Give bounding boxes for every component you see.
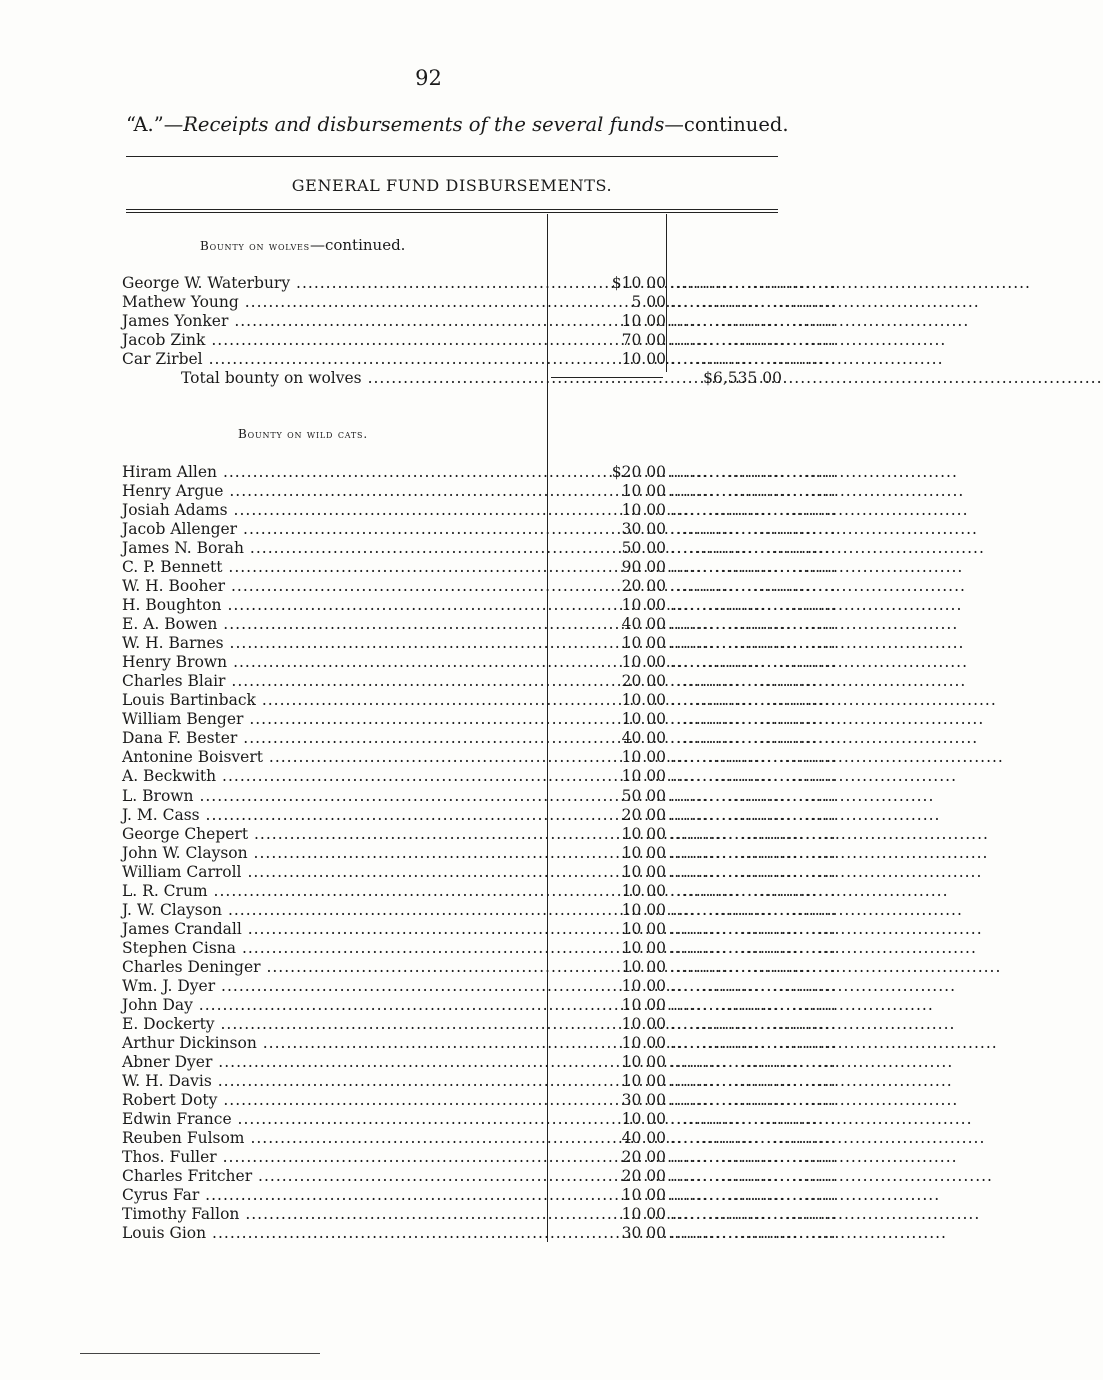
entry-name: John Day .....: [122, 996, 542, 1015]
entry-amount: 70 00: [621, 331, 666, 349]
entry-amount: 10 00: [621, 976, 666, 995]
entry-amount: 10 00: [621, 919, 666, 938]
running-head-suffix: —continued.: [664, 113, 789, 136]
entry-name: Louis Bartinback .....: [122, 691, 542, 710]
wildcat-row: [122, 1148, 838, 1167]
wildcat-row: [122, 881, 838, 901]
wildcat-row: [122, 634, 838, 653]
entry-amount: 10 00: [621, 596, 666, 615]
entry-amount: 40 00: [621, 729, 666, 748]
dot-leader: ..........................: [670, 615, 838, 634]
entry-amount: 10 00: [621, 881, 666, 900]
dot-leader: ..........................: [670, 843, 838, 862]
dot-leader: ..........................: [670, 1014, 838, 1033]
wildcat-row: [122, 501, 838, 520]
entry-name: Henry Brown .....: [122, 653, 542, 672]
entry-amount: 10 00: [621, 1014, 666, 1033]
entry-amount: 30 00: [621, 1224, 666, 1243]
entry-amount: 20 00: [621, 577, 666, 596]
dot-leader: ..........................: [670, 293, 838, 311]
wildcat-row: [122, 482, 838, 501]
dot-leader: ..........................: [670, 900, 838, 919]
entry-name: Mathew Young .....: [122, 293, 542, 312]
wildcat-row: [122, 463, 838, 482]
entry-amount: 10 00: [621, 767, 666, 786]
dot-leader: ..........................: [670, 805, 838, 824]
wildcat-row: [122, 1090, 838, 1110]
header-rule-bottom-2: [126, 209, 778, 210]
entry-amount: 10 00: [621, 634, 666, 653]
wildcat-row: [122, 615, 838, 634]
entry-name: W. H. Booher .....: [122, 577, 542, 596]
dot-leader: ..........................: [670, 653, 838, 672]
entry-name: Reuben Fulsom .....: [122, 1129, 542, 1148]
wolves-heading-text: Bounty on wolves: [200, 239, 310, 253]
entry-amount: 10 00: [621, 995, 666, 1014]
entry-amount: 5 00: [631, 293, 666, 311]
wildcat-row: [122, 691, 838, 710]
entry-name: William Carroll .....: [122, 863, 542, 882]
dot-leader: ..........................: [670, 482, 838, 501]
entry-name: Louis Gion .....: [122, 1224, 542, 1243]
entry-amount: 20 00: [621, 672, 666, 691]
entry-amount: 10 00: [621, 312, 666, 330]
wildcat-row: [122, 1071, 838, 1091]
wolves-total-value: $6,535 00: [703, 369, 782, 387]
section-title: GENERAL FUND DISBURSEMENTS.: [291, 176, 613, 195]
wildcat-row: [122, 1110, 838, 1129]
dot-leader: ..........................: [670, 1186, 838, 1205]
wildcat-row: [122, 1033, 838, 1053]
entry-amount: 10 00: [621, 350, 666, 368]
dot-leader: ..........................: [670, 1052, 838, 1071]
entry-amount: 10 00: [621, 501, 666, 520]
wolves-row: [122, 331, 838, 350]
wildcat-row: [122, 1052, 838, 1072]
dot-leader: ..........................: [670, 938, 838, 957]
wolves-row: [122, 350, 838, 369]
entry-amount: 10 00: [621, 691, 666, 710]
wildcat-row: [122, 748, 838, 767]
dot-leader: ..........................: [670, 520, 838, 539]
dot-leader: ..........................: [670, 463, 838, 481]
header-rule-top: [126, 156, 778, 157]
entry-amount: 10 00: [621, 824, 666, 843]
dot-leader: ..........................: [670, 672, 838, 691]
entry-name: W. H. Barnes .....: [122, 634, 542, 653]
wolves-row: [122, 312, 838, 331]
wildcat-row: [122, 976, 838, 996]
entry-name: Josiah Adams .....: [122, 501, 542, 520]
wildcat-row: [122, 1224, 838, 1243]
wildcats-heading-text: Bounty on wild cats.: [238, 427, 368, 441]
dot-leader: ..........................: [670, 1110, 838, 1129]
dot-leader: ..........................: [670, 1090, 838, 1109]
entry-name: J. W. Clayson .....: [122, 901, 542, 920]
entry-name: Arthur Dickinson .....: [122, 1034, 542, 1053]
dot-leader: ..........................: [670, 596, 838, 615]
wildcat-row: [122, 1129, 838, 1148]
dot-leader: ..........................: [670, 331, 838, 349]
entry-amount: 50 00: [621, 539, 666, 558]
entry-name: Timothy Fallon .....: [122, 1205, 542, 1224]
entry-amount: 40 00: [621, 1129, 666, 1148]
entry-name: James Yonker .....: [122, 312, 542, 331]
entry-amount: 10 00: [621, 1110, 666, 1129]
wildcat-row: [122, 786, 838, 806]
wolves-total-row: [122, 369, 784, 388]
dot-leader: ..........................: [670, 691, 838, 710]
dot-leader: ..........................: [670, 634, 838, 653]
entry-name: C. P. Bennett .....: [122, 558, 542, 577]
entry-name: H. Boughton .....: [122, 596, 542, 615]
entry-name: Antonine Boisvert .....: [122, 748, 542, 767]
wildcat-row: [122, 1167, 838, 1186]
dot-leader: ..........................: [670, 312, 838, 330]
wildcat-row: [122, 824, 838, 844]
footer-rule: [80, 1353, 320, 1354]
entry-name: A. Beckwith .....: [122, 767, 542, 786]
wolves-total-label: Total bounty on wolves .....: [181, 369, 542, 388]
entry-amount: 20 00: [621, 1148, 666, 1167]
dot-leader: ..........................: [670, 539, 838, 558]
entry-name: James N. Borah .....: [122, 539, 542, 558]
entry-name: Henry Argue .....: [122, 482, 542, 501]
entry-name: Hiram Allen .....: [122, 463, 542, 482]
wildcat-row: [122, 767, 838, 786]
entry-amount: 10 00: [621, 1186, 666, 1205]
entry-name: George W. Waterbury .....: [122, 274, 542, 293]
entry-amount: 10 00: [621, 843, 666, 862]
entry-amount: 20 00: [621, 805, 666, 824]
wildcat-row: [122, 577, 838, 596]
entry-amount: 10 00: [621, 748, 666, 767]
entry-amount: 10 00: [621, 653, 666, 672]
dot-leader: ..........................: [670, 881, 838, 900]
dot-leader: ..........................: [670, 995, 838, 1014]
dot-leader: ..........................: [670, 710, 838, 729]
wildcat-row: [122, 919, 838, 939]
wolves-heading-suffix: —continued.: [309, 236, 406, 254]
entry-amount: 10 00: [621, 900, 666, 919]
entry-name: J. M. Cass .....: [122, 806, 542, 825]
entry-name: John W. Clayson .....: [122, 844, 542, 863]
dot-leader: ..........................: [670, 1224, 838, 1243]
wildcat-row: [122, 862, 838, 882]
running-head: [126, 113, 789, 136]
wolves-row: [122, 293, 838, 312]
dot-leader: ..........................: [670, 957, 838, 976]
page-number: 92: [415, 66, 442, 90]
entry-name: Robert Doty .....: [122, 1091, 542, 1110]
entry-name: Charles Deninger .....: [122, 958, 542, 977]
wildcat-row: [122, 938, 838, 958]
entry-amount: 10 00: [621, 482, 666, 501]
wildcat-row: [122, 558, 838, 577]
entry-name: Wm. J. Dyer .....: [122, 977, 542, 996]
wildcat-row: [122, 995, 838, 1015]
dot-leader: ..........................: [670, 558, 838, 577]
dot-leader: ..........................: [670, 748, 838, 767]
entry-amount: 10 00: [621, 1052, 666, 1071]
dot-leader: ..........................: [670, 350, 838, 368]
wildcat-row: [122, 672, 838, 691]
running-head-prefix: “A.”—: [126, 113, 184, 136]
entry-amount: 10 00: [621, 1033, 666, 1052]
dot-leader: ..........................: [670, 1205, 838, 1224]
entry-name: E. A. Bowen .....: [122, 615, 542, 634]
dot-leader: ..........................: [670, 919, 838, 938]
entry-name: Dana F. Bester .....: [122, 729, 542, 748]
dot-leader: ..........................: [670, 862, 838, 881]
entry-amount: 30 00: [621, 1090, 666, 1109]
wildcat-row: [122, 520, 838, 539]
dot-leader: ..........................: [670, 274, 838, 292]
entry-name: James Crandall .....: [122, 920, 542, 939]
dot-leader: ..........................: [670, 1071, 838, 1090]
entry-name: Charles Blair .....: [122, 672, 542, 691]
dot-leader: ..........................: [670, 729, 838, 748]
entry-amount: 10 00: [621, 938, 666, 957]
dot-leader: ..........................: [670, 577, 838, 596]
entry-name: E. Dockerty .....: [122, 1015, 542, 1034]
wildcat-row: [122, 1205, 838, 1224]
entry-amount: 10 00: [621, 710, 666, 729]
entry-amount: $10 00: [611, 274, 666, 292]
dot-leader: ..........................: [670, 976, 838, 995]
entry-amount: 50 00: [621, 786, 666, 805]
wildcat-row: [122, 653, 838, 672]
dot-leader: ..........................: [670, 786, 838, 805]
entry-name: Car Zirbel .....: [122, 350, 542, 369]
header-rule-bottom: [126, 212, 778, 213]
entry-name: William Benger .....: [122, 710, 542, 729]
dot-leader: ..........................: [670, 1033, 838, 1052]
entry-amount: 40 00: [621, 615, 666, 634]
entry-name: Edwin France .....: [122, 1110, 542, 1129]
wildcat-row: [122, 596, 838, 615]
wildcat-row: [122, 710, 838, 729]
entry-amount: 10 00: [621, 1205, 666, 1224]
entry-name: Jacob Allenger .....: [122, 520, 542, 539]
entry-name: Thos. Fuller .....: [122, 1148, 542, 1167]
dot-leader: ..........................: [670, 1167, 838, 1186]
entry-amount: 10 00: [621, 862, 666, 881]
entry-name: Jacob Zink .....: [122, 331, 542, 350]
entry-amount: 10 00: [621, 957, 666, 976]
entry-name: Stephen Cisna .....: [122, 939, 542, 958]
entry-name: Charles Fritcher .....: [122, 1167, 542, 1186]
wildcat-row: [122, 539, 838, 558]
dot-leader: ..........................: [670, 1148, 838, 1167]
dot-leader: ..........................: [670, 767, 838, 786]
wildcat-row: [122, 1014, 838, 1034]
wolves-row: [122, 274, 838, 293]
wildcats-heading: [238, 427, 368, 441]
wildcat-row: [122, 843, 838, 863]
wildcat-row: [122, 1186, 838, 1205]
entry-amount: 90 00: [621, 558, 666, 577]
entry-name: W. H. Davis .....: [122, 1072, 542, 1091]
wildcat-row: [122, 900, 838, 920]
dot-leader: ..........................: [670, 824, 838, 843]
wildcat-row: [122, 729, 838, 748]
dot-leader: ..........................: [670, 501, 838, 520]
wildcat-row: [122, 805, 838, 825]
entry-name: Abner Dyer .....: [122, 1053, 542, 1072]
entry-name: Cyrus Far .....: [122, 1186, 542, 1205]
entry-amount: 10 00: [621, 1071, 666, 1090]
wolves-heading: [200, 236, 405, 254]
entry-name: L. R. Crum .....: [122, 882, 542, 901]
entry-name: L. Brown .....: [122, 787, 542, 806]
wildcat-row: [122, 957, 838, 977]
running-head-title: Receipts and disbursements of the several funds: [183, 113, 665, 136]
entry-amount: $20 00: [611, 463, 666, 481]
entry-name: George Chepert .....: [122, 825, 542, 844]
entry-amount: 30 00: [621, 520, 666, 539]
dot-leader: ..........................: [670, 1129, 838, 1148]
entry-amount: 20 00: [621, 1167, 666, 1186]
